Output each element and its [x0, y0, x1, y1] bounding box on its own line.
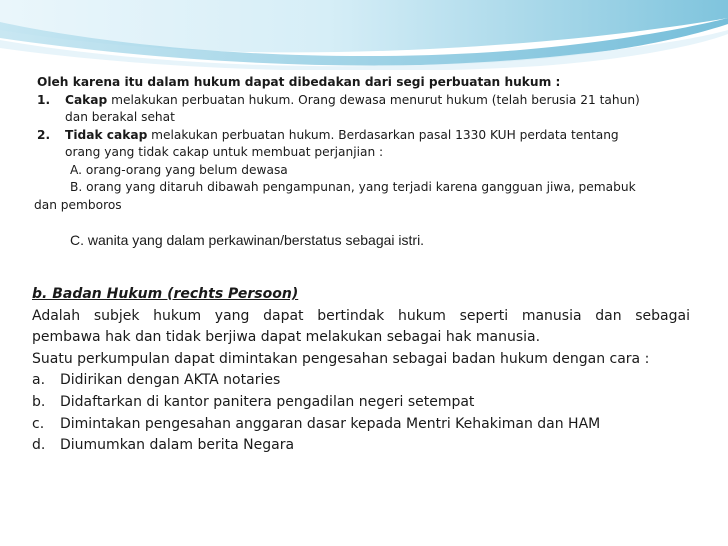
list-item: d. Diumumkan dalam berita Negara [32, 437, 295, 454]
item-2-continuation: orang yang tidak cakap untuk membuat perjanjian : [65, 145, 384, 159]
item-1 [37, 92, 697, 110]
item-1-number: 1. [37, 92, 51, 107]
sub-item-a: A. orang-orang yang belum dewasa [70, 162, 288, 177]
item-2-text: melakukan perbuatan hukum. Berdasarkan pasal 1330 KUH perdata tentang [147, 127, 619, 142]
sub-item-b-continuation: dan pemboros [34, 197, 122, 212]
decorative-wave-banner [0, 0, 728, 70]
item-1-term: Cakap [65, 92, 108, 107]
item-2 [37, 127, 697, 145]
sub-item-b: B. orang yang ditaruh dibawah pengampunan, yang terjadi karena gangguan jiwa, pemabuk [70, 180, 636, 194]
section-b-paragraph-line-1: Adalah subjek hukum yang dapat bertindak hukum seperti manusia dan sebagai [32, 307, 690, 324]
item-2-term: Tidak cakap [65, 127, 148, 142]
legal-entity-section [32, 284, 690, 457]
item-1-continuation: dan berakal sehat [65, 110, 175, 124]
sub-item-c: C. wanita yang dalam perkawinan/berstatus sebagai istri. [70, 232, 425, 248]
legal-capacity-section [34, 74, 697, 214]
section-b-paragraph-line-2: pembawa hak dan tidak berjiwa dapat melakukan sebagai hak manusia. [32, 329, 541, 346]
item-2-number: 2. [37, 127, 51, 142]
section-b-heading: b. Badan Hukum (rechts Persoon) [32, 286, 299, 302]
section-b-paragraph-line-3: Suatu perkumpulan dapat dimintakan pengesahan sebagai badan hukum dengan cara : [32, 350, 650, 367]
intro-text: Oleh karena itu dalam hukum dapat dibedakan dari segi perbuatan hukum : [37, 75, 561, 89]
list-item: a. Didirikan dengan AKTA notaries [32, 372, 281, 389]
item-1-text: melakukan perbuatan hukum. Orang dewasa menurut hukum (telah berusia 21 tahun) [107, 92, 640, 107]
list-item: b. Didaftarkan di kantor panitera pengadilan negeri setempat [32, 393, 475, 410]
list-item: c. Dimintakan pengesahan anggaran dasar kepada Mentri Kehakiman dan HAM [32, 415, 601, 432]
